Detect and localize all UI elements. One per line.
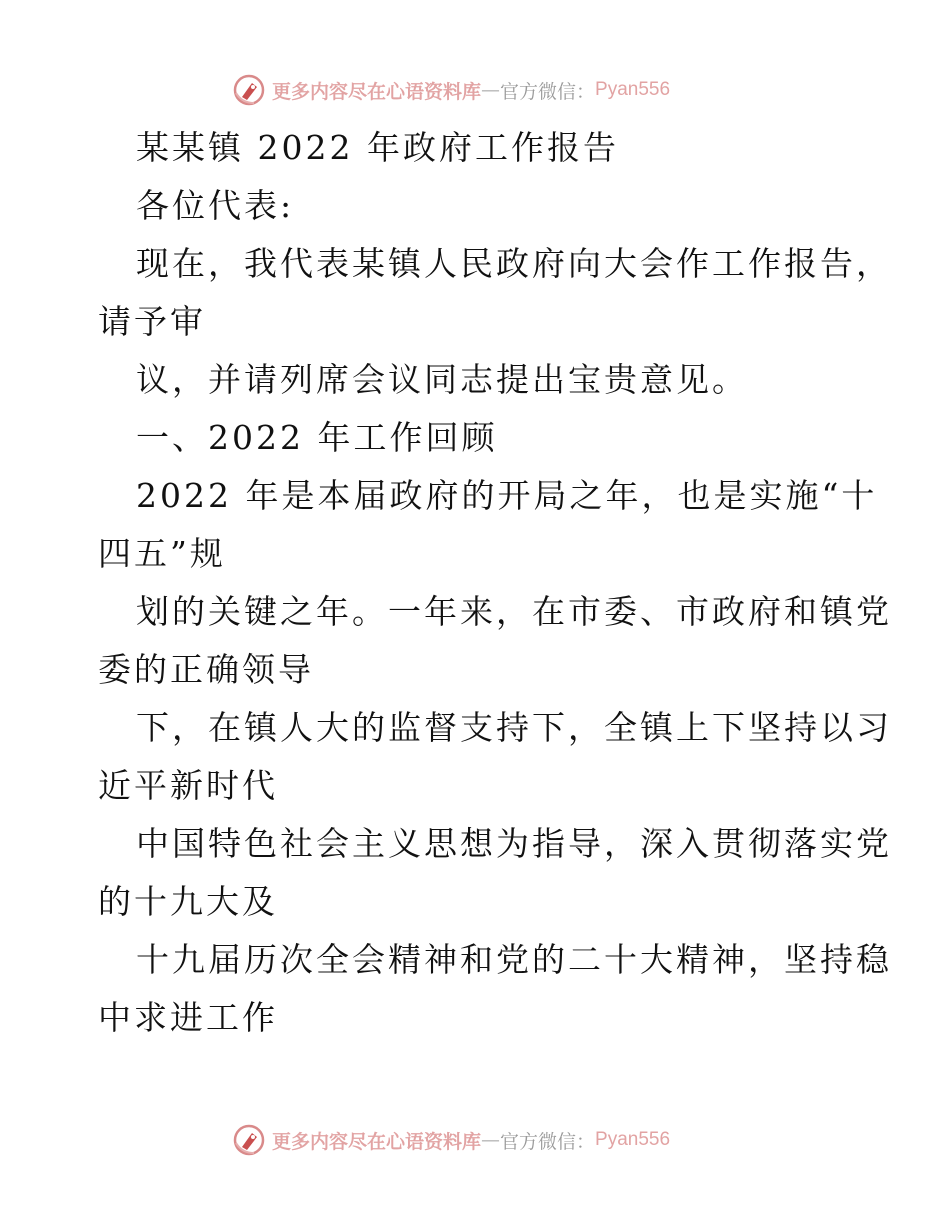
- paragraph-line: 下，在镇人大的监督支持下，全镇上下坚持以习: [136, 708, 892, 747]
- watermark-dash: —: [481, 79, 501, 101]
- section-heading: 一、2022 年工作回顾: [136, 418, 498, 457]
- paragraph-line-continued: 的十九大及: [98, 882, 278, 921]
- paragraph-line: 十九届历次全会精神和党的二十大精神，坚持稳: [136, 940, 892, 979]
- paragraph-line-continued: 中求进工作: [98, 998, 278, 1037]
- watermark-wechat-id: Pyan556: [595, 79, 671, 100]
- paragraph-line: 议，并请列席会议同志提出宝贵意见。: [136, 360, 748, 399]
- header-watermark: [232, 72, 670, 108]
- watermark-site-text: 更多内容尽在心语资料库: [272, 1130, 482, 1153]
- watermark-dash: —: [481, 1129, 501, 1151]
- watermark-label: 官方微信：: [500, 80, 596, 103]
- paragraph-line-continued: 四五”规: [98, 534, 226, 573]
- pen-nib-logo-icon: [232, 73, 266, 107]
- watermark-site-text: 更多内容尽在心语资料库: [272, 80, 482, 103]
- paragraph-line-continued: 委的正确领导: [98, 650, 314, 689]
- paragraph-line-continued: 近平新时代: [98, 766, 278, 805]
- paragraph-line: 中国特色社会主义思想为指导，深入贯彻落实党: [136, 824, 892, 863]
- paragraph-line-continued: 请予审: [98, 302, 206, 341]
- paragraph-line: 现在，我代表某镇人民政府向大会作工作报告，: [136, 244, 892, 283]
- document-title: 某某镇 2022 年政府工作报告: [136, 128, 619, 167]
- paragraph-line: 2022 年是本届政府的开局之年，也是实施“十: [136, 476, 878, 515]
- paragraph-line: 划的关键之年。一年来，在市委、市政府和镇党: [136, 592, 892, 631]
- footer-watermark: [232, 1122, 670, 1158]
- document-body: [98, 124, 892, 1052]
- salutation: 各位代表:: [136, 186, 295, 225]
- watermark-wechat-id: Pyan556: [595, 1129, 671, 1150]
- watermark-label: 官方微信：: [500, 1130, 596, 1153]
- pen-nib-logo-icon: [232, 1123, 266, 1157]
